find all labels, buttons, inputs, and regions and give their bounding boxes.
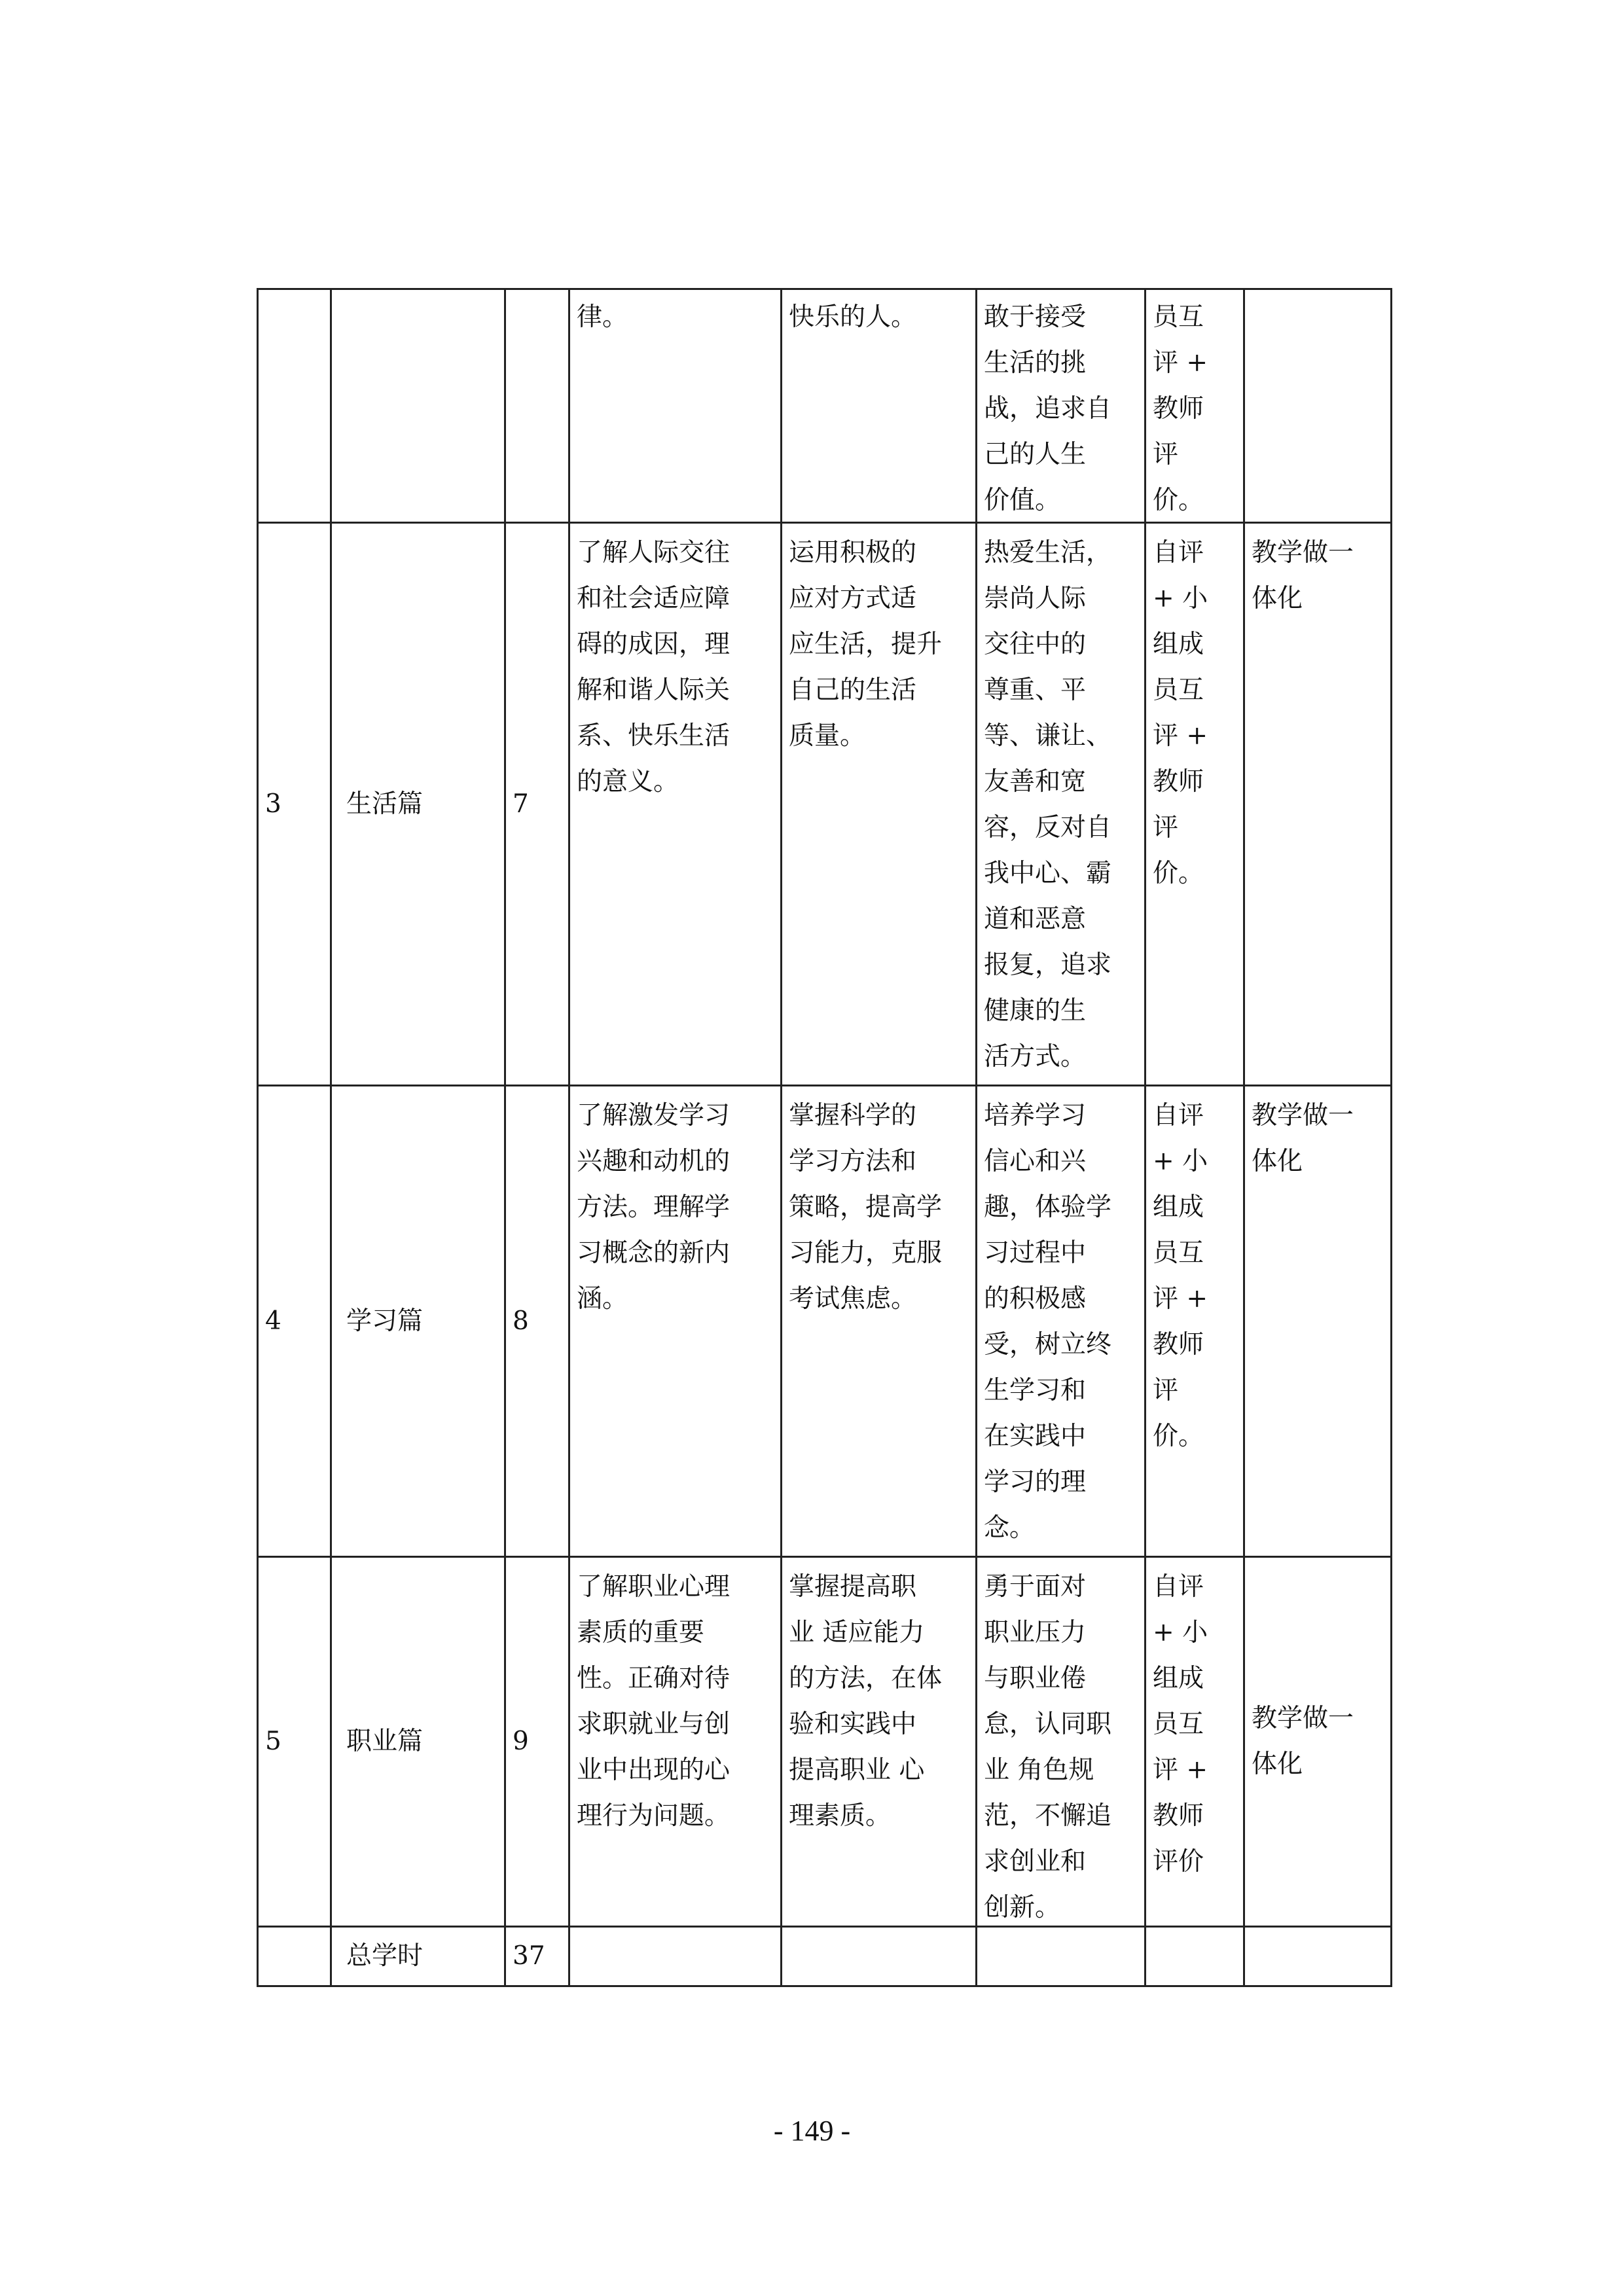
quality-line: 学习的理 <box>984 1467 1087 1497</box>
knowledge-line: 解和谐人际关 <box>577 675 731 705</box>
knowledge-line: 了解职业心理 <box>577 1572 731 1602</box>
assessment-line: 价。 <box>1153 1422 1204 1451</box>
quality-line: 信心和兴 <box>984 1147 1087 1176</box>
assessment-line: 组成 <box>1153 630 1204 659</box>
ability-line: 快乐的人。 <box>789 302 917 332</box>
ability-line: 应对方式适 <box>789 584 917 613</box>
assessment-line: 教师 <box>1153 767 1204 797</box>
knowledge-line: 了解人际交往 <box>577 538 731 567</box>
assessment-line: 自评 <box>1153 1101 1204 1130</box>
ability-line: 的方法，在体 <box>789 1664 943 1693</box>
ability-line: 自己的生活 <box>789 675 917 705</box>
seq-cell: 3 <box>265 789 281 819</box>
knowledge-line: 碍的成因，理 <box>577 630 731 659</box>
quality-line: 怠，认同职 <box>984 1710 1112 1739</box>
chapter-cell: 生活篇 <box>346 789 424 819</box>
method-cell <box>1245 1093 1390 1185</box>
quality-line: 职业压力 <box>984 1618 1087 1647</box>
assessment-cell <box>1146 1093 1243 1460</box>
ability-line: 学习方法和 <box>789 1147 917 1176</box>
page-number: - 149 - <box>773 2115 851 2147</box>
assessment-line: 评价 <box>1153 1847 1204 1876</box>
ability-line: 考试焦虑。 <box>789 1284 917 1314</box>
assessment-line: 评 <box>1153 813 1179 842</box>
knowledge-cell <box>570 1093 780 1322</box>
quality-line: 交往中的 <box>984 630 1087 659</box>
chapter-cell: 学习篇 <box>346 1306 424 1336</box>
knowledge-line: 业中出现的心 <box>577 1755 731 1785</box>
hours-cell: 8 <box>513 1306 529 1336</box>
quality-line: 友善和宽 <box>984 767 1087 797</box>
method-line: 教学做一 <box>1252 1101 1354 1130</box>
assessment-line: 组成 <box>1153 1193 1204 1222</box>
hours-cell: 9 <box>513 1727 529 1756</box>
knowledge-line: 性。正确对待 <box>577 1664 731 1693</box>
seq-cell: 5 <box>265 1727 281 1756</box>
quality-line: 在实践中 <box>984 1422 1087 1451</box>
knowledge-line: 习概念的新内 <box>577 1238 731 1268</box>
chapter-cell: 职业篇 <box>346 1727 424 1756</box>
course-table <box>257 288 1392 1987</box>
ability-line: 应生活，提升 <box>789 630 943 659</box>
quality-line: 容，反对自 <box>984 813 1112 842</box>
assessment-line: 教师 <box>1153 1330 1204 1359</box>
quality-line: 与职业倦 <box>984 1664 1087 1693</box>
assessment-line: + 小 <box>1153 584 1208 613</box>
quality-line: 生活的挑 <box>984 348 1087 378</box>
knowledge-line: 兴趣和动机的 <box>577 1147 731 1176</box>
assessment-line: 评 + <box>1153 721 1208 751</box>
assessment-line: 组成 <box>1153 1664 1204 1693</box>
ability-line: 习能力，克服 <box>789 1238 943 1268</box>
ability-line: 理素质。 <box>789 1801 892 1831</box>
quality-line: 创新。 <box>984 1893 1061 1922</box>
total-hours-cell: 37 <box>513 1941 545 1971</box>
method-line: 体化 <box>1252 1749 1303 1779</box>
knowledge-line: 了解激发学习 <box>577 1101 731 1130</box>
assessment-line: + 小 <box>1153 1147 1208 1176</box>
quality-line: 我中心、霸 <box>984 859 1112 888</box>
quality-line: 念。 <box>984 1513 1036 1543</box>
ability-line: 业 适应能力 <box>789 1618 925 1647</box>
quality-line: 求创业和 <box>984 1847 1087 1876</box>
quality-line: 习过程中 <box>984 1238 1087 1268</box>
assessment-line: 评 <box>1153 440 1179 469</box>
quality-line: 健康的生 <box>984 996 1087 1026</box>
assessment-line: 员互 <box>1153 302 1204 332</box>
ability-cell <box>782 295 975 340</box>
assessment-line: 评 + <box>1153 348 1208 378</box>
assessment-cell <box>1146 1564 1243 1885</box>
quality-line: 勇于面对 <box>984 1572 1087 1602</box>
quality-line: 业 角色规 <box>984 1755 1094 1785</box>
assessment-line: 价。 <box>1153 486 1204 515</box>
method-cell <box>1245 530 1390 622</box>
ability-line: 运用积极的 <box>789 538 917 567</box>
quality-cell <box>977 1564 1144 1931</box>
ability-cell <box>782 1564 975 1839</box>
total-label-cell: 总学时 <box>346 1941 424 1971</box>
quality-line: 活方式。 <box>984 1042 1087 1071</box>
quality-line: 道和恶意 <box>984 905 1087 934</box>
knowledge-line: 涵。 <box>577 1284 628 1314</box>
ability-cell <box>782 1093 975 1322</box>
knowledge-line: 求职就业与创 <box>577 1710 731 1739</box>
knowledge-line: 素质的重要 <box>577 1618 705 1647</box>
knowledge-line: 和社会适应障 <box>577 584 731 613</box>
quality-line: 培养学习 <box>984 1101 1087 1130</box>
knowledge-line: 的意义。 <box>577 767 679 797</box>
quality-cell <box>977 1093 1144 1551</box>
quality-line: 趣，体验学 <box>984 1193 1112 1222</box>
knowledge-line: 律。 <box>577 302 628 332</box>
knowledge-cell <box>570 530 780 805</box>
knowledge-line: 方法。理解学 <box>577 1193 731 1222</box>
quality-line: 等、谦让、 <box>984 721 1112 751</box>
method-line: 教学做一 <box>1252 1704 1354 1733</box>
seq-cell: 4 <box>265 1306 281 1336</box>
ability-line: 掌握科学的 <box>789 1101 917 1130</box>
method-cell <box>1245 1558 1390 1926</box>
ability-line: 策略，提高学 <box>789 1193 943 1222</box>
ability-cell <box>782 530 975 759</box>
hours-cell: 7 <box>513 789 529 819</box>
assessment-line: 自评 <box>1153 538 1204 567</box>
assessment-line: 教师 <box>1153 394 1204 423</box>
quality-line: 受，树立终 <box>984 1330 1112 1359</box>
quality-cell <box>977 530 1144 1080</box>
quality-line: 己的人生 <box>984 440 1087 469</box>
quality-line: 生学习和 <box>984 1376 1087 1405</box>
quality-line: 的积极感 <box>984 1284 1087 1314</box>
quality-line: 尊重、平 <box>984 675 1087 705</box>
knowledge-cell <box>570 1564 780 1839</box>
assessment-cell <box>1146 295 1243 524</box>
ability-line: 验和实践中 <box>789 1710 917 1739</box>
assessment-line: 评 + <box>1153 1284 1208 1314</box>
ability-line: 质量。 <box>789 721 866 751</box>
assessment-line: 员互 <box>1153 675 1204 705</box>
assessment-line: + 小 <box>1153 1618 1208 1647</box>
knowledge-line: 理行为问题。 <box>577 1801 731 1831</box>
quality-line: 敢于接受 <box>984 302 1087 332</box>
assessment-line: 评 + <box>1153 1755 1208 1785</box>
method-line: 教学做一 <box>1252 538 1354 567</box>
assessment-cell <box>1146 530 1243 897</box>
knowledge-line: 系、快乐生活 <box>577 721 731 751</box>
quality-cell <box>977 295 1144 524</box>
assessment-line: 自评 <box>1153 1572 1204 1602</box>
assessment-line: 教师 <box>1153 1801 1204 1831</box>
quality-line: 战，追求自 <box>984 394 1112 423</box>
quality-line: 崇尚人际 <box>984 584 1087 613</box>
quality-line: 报复，追求 <box>984 950 1112 980</box>
method-line: 体化 <box>1252 584 1303 613</box>
assessment-line: 员互 <box>1153 1238 1204 1268</box>
ability-line: 提高职业 心 <box>789 1755 925 1785</box>
ability-line: 掌握提高职 <box>789 1572 917 1602</box>
quality-line: 热爱生活， <box>984 538 1112 567</box>
quality-line: 价值。 <box>984 486 1061 515</box>
assessment-line: 价。 <box>1153 859 1204 888</box>
assessment-line: 评 <box>1153 1376 1179 1405</box>
quality-line: 范，不懈追 <box>984 1801 1112 1831</box>
knowledge-cell <box>570 295 780 340</box>
method-line: 体化 <box>1252 1147 1303 1176</box>
assessment-line: 员互 <box>1153 1710 1204 1739</box>
